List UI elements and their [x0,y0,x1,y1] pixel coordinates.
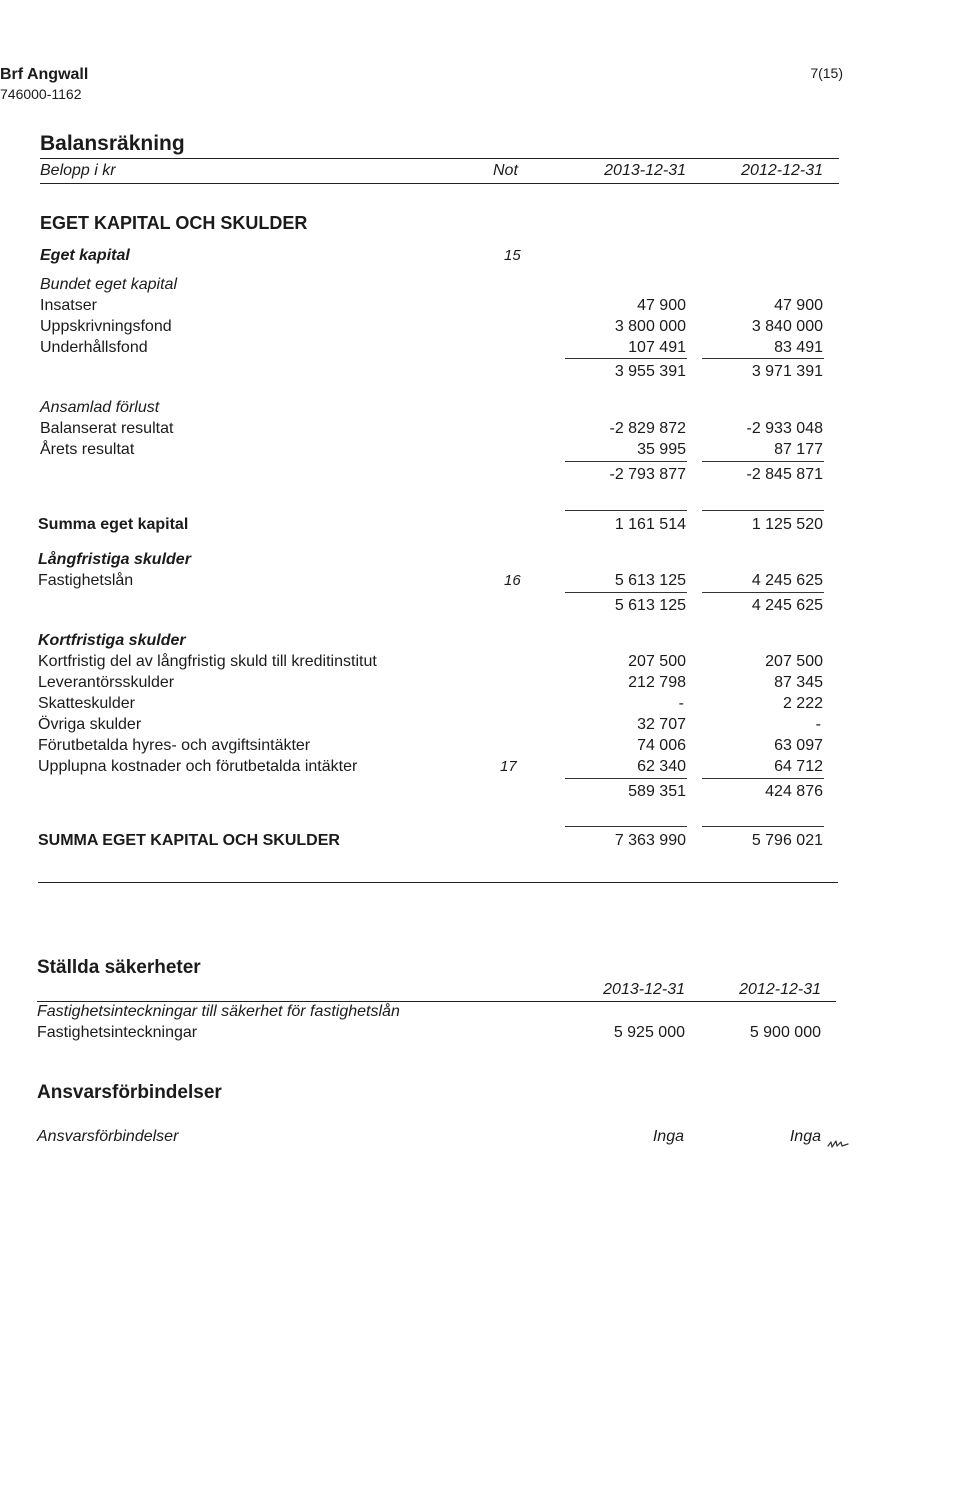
value-2013: 5 613 125 [614,572,686,589]
column-label-amount: Belopp i kr [40,162,116,179]
value-2012: 87 177 [774,441,823,458]
equity-note: 15 [504,247,521,264]
pledged-divider [37,1001,836,1002]
row-label: Leverantörsskulder [38,674,175,691]
pledged-title: Ställda säkerheter [37,957,201,978]
value-2012: 64 712 [774,758,823,775]
value-2013: 5 925 000 [613,1024,685,1041]
value-2012: 4 245 625 [751,572,823,589]
row-label: Övriga skulder [38,716,142,733]
total-2012: 1 125 520 [751,516,823,533]
subtotal-2013: 3 955 391 [614,363,686,380]
title-divider [40,158,839,159]
subtotal-line [702,592,824,593]
row-label: Balanserat resultat [40,420,174,437]
row-label: Fastighetsinteckningar [37,1024,198,1041]
initials-signature [826,1134,850,1152]
contingent-2013: Inga [652,1128,684,1145]
grand-total-line [702,826,824,827]
subtotal-line [702,778,824,779]
value-2012: -2 933 048 [746,420,823,437]
contingent-2012: Inga [789,1128,821,1145]
subtotal-2012: 3 971 391 [751,363,823,380]
section-title: EGET KAPITAL OCH SKULDER [40,213,308,233]
subtotal-line [702,461,824,462]
value-2012: 87 345 [774,674,823,691]
value-2013: 35 995 [637,441,686,458]
total-line [702,510,824,511]
subtotal-2012: -2 845 871 [746,466,823,483]
value-2012: 63 097 [774,737,823,754]
column-label-2013: 2013-12-31 [604,162,686,179]
balance-title: Balansräkning [40,132,185,155]
value-2012: 3 840 000 [751,318,823,335]
value-2012: - [815,716,821,733]
value-2012: 2 222 [782,695,823,712]
pledged-column-2013: 2013-12-31 [603,981,685,998]
row-label: Upplupna kostnader och förutbetalda intäkter [38,758,358,775]
contingent-label: Ansvarsförbindelser [37,1128,179,1145]
grand-total-label: SUMMA EGET KAPITAL OCH SKULDER [38,832,340,849]
row-label: Årets resultat [40,441,135,458]
row-label: Uppskrivningsfond [40,318,172,335]
row-note: 16 [504,572,521,589]
row-label: Kortfristig del av långfristig skuld till kreditinstitut [38,653,377,670]
page-number: 7(15) [810,65,843,81]
pledged-column-2012: 2012-12-31 [739,981,821,998]
grand-total-2013: 7 363 990 [614,832,686,849]
equity-title: Eget kapital [40,247,130,264]
subtotal-line [565,592,687,593]
subtotal-line [565,778,687,779]
short-term-title: Kortfristiga skulder [38,632,186,649]
column-label-note: Not [493,162,518,179]
row-label: Underhållsfond [40,339,148,356]
subtotal-2012: 4 245 625 [751,597,823,614]
value-2013: 3 800 000 [614,318,686,335]
long-term-title: Långfristiga skulder [38,551,191,568]
value-2013: - [678,695,684,712]
row-label: Förutbetalda hyres- och avgiftsintäkter [38,737,311,754]
restricted-equity-title: Bundet eget kapital [40,276,177,293]
subtotal-line [702,358,824,359]
row-label: Skatteskulder [38,695,135,712]
value-2013: 107 491 [628,339,686,356]
value-2012: 5 900 000 [749,1024,821,1041]
subtotal-2013: 589 351 [628,783,686,800]
row-label: Insatser [40,297,97,314]
grand-total-2012: 5 796 021 [751,832,823,849]
value-2013: 47 900 [637,297,686,314]
total-2013: 1 161 514 [614,516,686,533]
value-2013: 32 707 [637,716,686,733]
subtotal-2012: 424 876 [765,783,823,800]
org-number: 746000-1162 [0,86,82,102]
grand-total-line [565,826,687,827]
subtotal-2013: 5 613 125 [614,597,686,614]
value-2013: 207 500 [628,653,686,670]
header-divider [40,183,839,184]
total-line [565,510,687,511]
equity-total-label: Summa eget kapital [38,516,189,533]
column-label-2012: 2012-12-31 [741,162,823,179]
pledged-subtitle: Fastighetsinteckningar till säkerhet för fastighetslån [37,1003,400,1020]
value-2012: 207 500 [765,653,823,670]
subtotal-line [565,461,687,462]
subtotal-line [565,358,687,359]
value-2013: 74 006 [637,737,686,754]
value-2013: 212 798 [628,674,686,691]
value-2012: 47 900 [774,297,823,314]
accumulated-loss-title: Ansamlad förlust [40,399,160,416]
row-note: 17 [500,758,517,775]
value-2013: -2 829 872 [609,420,686,437]
value-2012: 83 491 [774,339,823,356]
org-name: Brf Angwall [0,66,89,83]
value-2013: 62 340 [637,758,686,775]
subtotal-2013: -2 793 877 [609,466,686,483]
row-label: Fastighetslån [38,572,134,589]
contingent-title: Ansvarsförbindelser [37,1082,222,1103]
section-divider [38,882,838,883]
